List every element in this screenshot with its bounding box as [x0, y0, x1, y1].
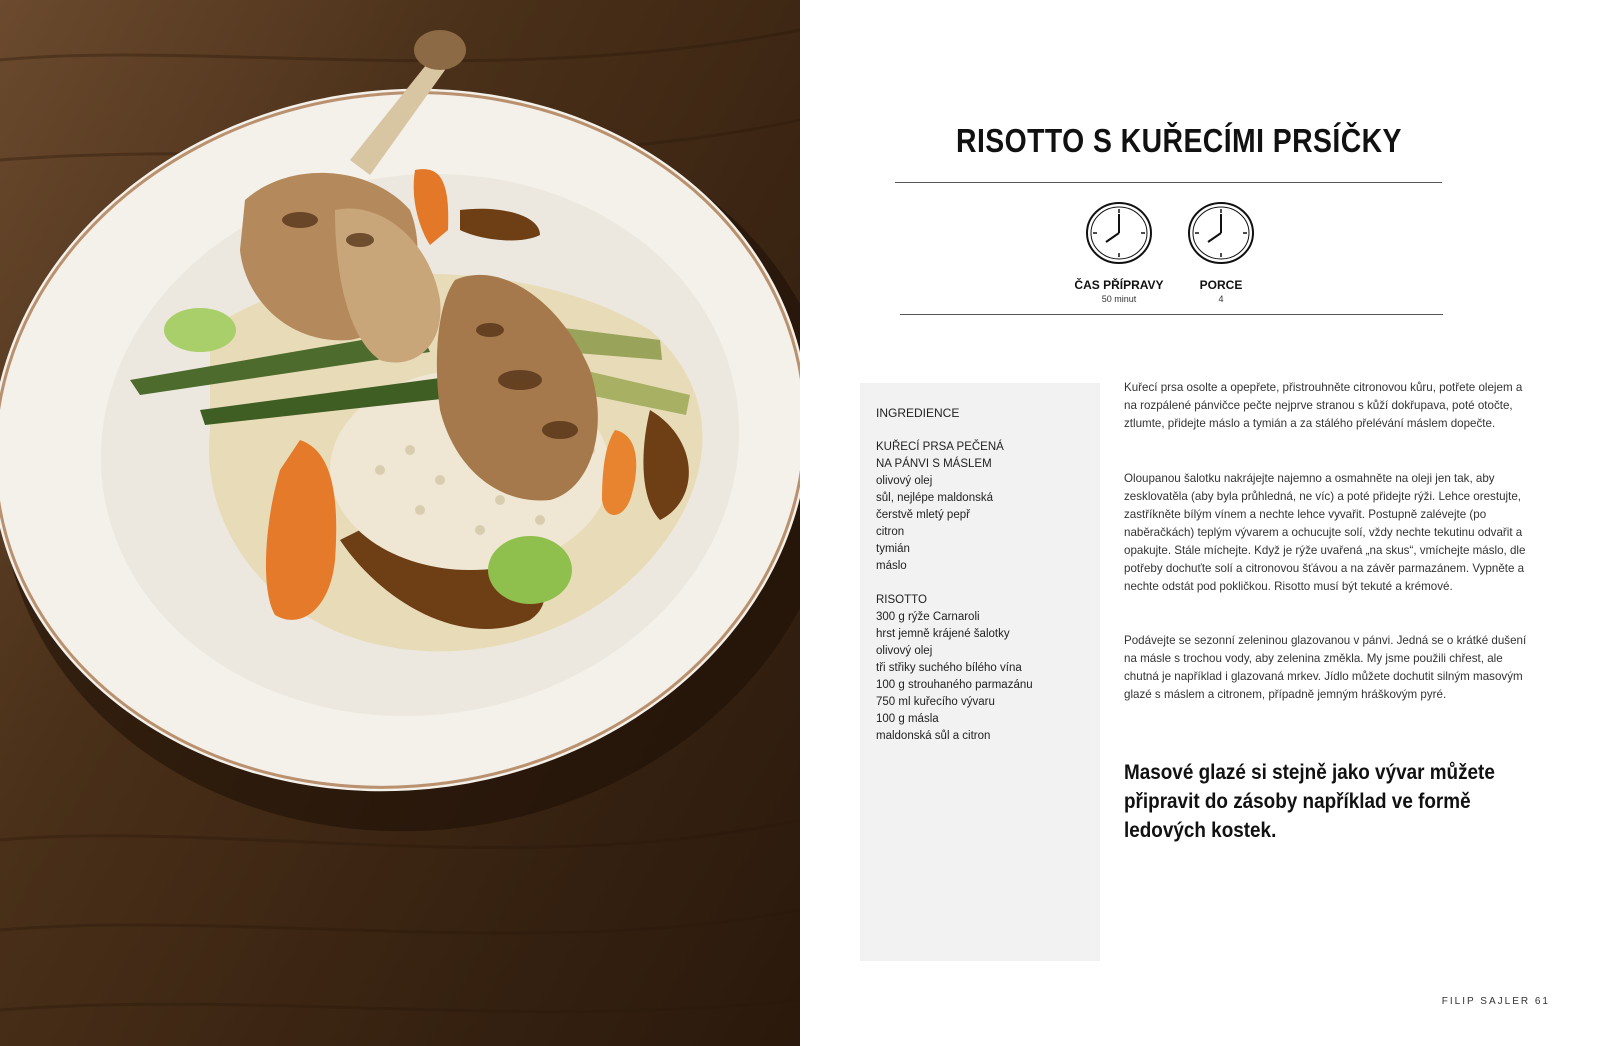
- servings-value: 4: [1218, 294, 1224, 304]
- ingredient-item: 300 g rýže Carnaroli: [876, 611, 980, 623]
- ingredient-item: olivový olej: [876, 645, 933, 657]
- prep-time-value: 50 minut: [1101, 294, 1137, 304]
- servings-label: PORCE: [1199, 278, 1243, 292]
- ingredient-item: čerstvě mletý pepř: [876, 509, 970, 521]
- ingredient-item: 100 g strouhaného parmazánu: [876, 679, 1033, 691]
- clock-icon: [1186, 200, 1256, 266]
- ingredient-item: hrst jemně krájené šalotky: [876, 628, 1010, 640]
- prep-time-label: ČAS PŘÍPRAVY: [1074, 278, 1164, 292]
- ingredient-item: olivový olej: [876, 475, 933, 487]
- ingredient-item: sůl, nejlépe maldonská: [876, 492, 993, 504]
- ingredient-item: 100 g másla: [876, 713, 939, 725]
- ingredients-heading: INGREDIENCE: [876, 406, 960, 420]
- group-title: NA PÁNVI S MÁSLEM: [876, 458, 992, 470]
- ingredients-panel: [860, 383, 1100, 961]
- ingredient-item: 750 ml kuřecího vývaru: [876, 696, 995, 708]
- pea-puree: [488, 536, 572, 604]
- ingredient-item: tři střiky suchého bílého vína: [876, 662, 1022, 674]
- divider-bottom: [900, 314, 1443, 315]
- ingredient-item: citron: [876, 526, 905, 538]
- recipe-page: [800, 0, 1600, 1046]
- ingredient-item: tymián: [876, 543, 910, 555]
- tip-callout: Masové glazé si stejně jako vývar můžete připravit do zásoby například ve formě ledových kostek.: [1124, 761, 1495, 842]
- page-footer: FILIP SAJLER 61: [1441, 996, 1550, 1007]
- method-paragraph: Podávejte se sezonní zeleninou glazovanou v pánvi. Jedná se o krátké dušení na másle s trochou vody, aby zelenina změkla. My jsme použili chřest, ale chutná je například i glazovaná mrkev. Jídlo můžete dochutit silným masovým glazé s máslem a citronem, případně jemným hráškovým pyré.: [1124, 634, 1527, 701]
- ingredient-item: máslo: [876, 560, 907, 572]
- method-paragraph: Kuřecí prsa osolte a opepřete, přistrouhněte citronovou kůru, potřete olejem a na rozpálené pánvičce pečte nejprve stranou s kůží dokřupava, poté otočte, ztlumte, přidejte máslo a tymián a za stálého přelévání máslem dopečte.: [1124, 381, 1523, 430]
- recipe-title: RISOTTO S KUŘECÍMI PRSÍČKY: [956, 122, 1402, 159]
- ingredient-item: maldonská sůl a citron: [876, 730, 991, 742]
- group-title: RISOTTO: [876, 594, 927, 606]
- clock-icon: [1084, 200, 1154, 266]
- method-paragraph: Oloupanou šalotku nakrájejte najemno a osmahněte na oleji jen tak, aby zesklovatěla (aby byla průhledná, ne víc) a poté přidejte rýži. Lehce orestujte, zastříkněte bílým vínem a nechte lehce vyvařit. Postupně zalévejte (po naběračkách) teplým vývarem a ochucujte solí, vždy nechte tekutinu odvařit a opakujte. Stále míchejte. Když je rýže uvařená „na skus“, vmíchejte máslo, dle potřeby dochuťte solí a citronovou šťávou a na závěr parmazánem. Vypněte a nechte odstát pod pokličkou. Risotto musí být tekuté a krémové.: [1124, 472, 1526, 593]
- group-title: KUŘECÍ PRSA PEČENÁ: [876, 441, 1004, 453]
- divider-top: [895, 182, 1442, 183]
